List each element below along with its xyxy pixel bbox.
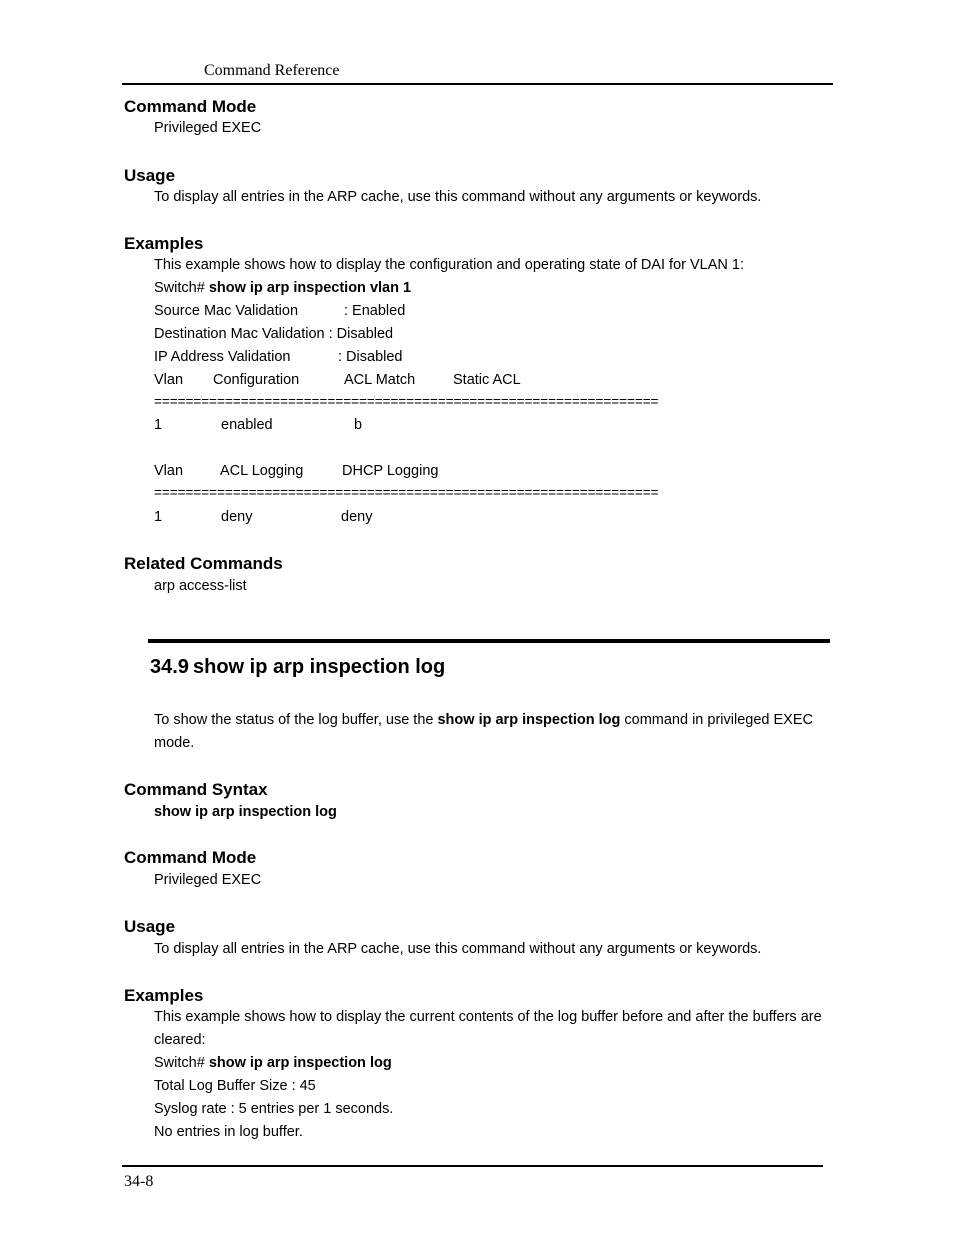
usage-heading: Usage xyxy=(124,166,176,185)
command-syntax-text: show ip arp inspection log xyxy=(154,804,337,820)
intro-post: command in privileged EXEC xyxy=(620,712,813,728)
header-rule xyxy=(122,83,833,85)
section-intro-line2: mode. xyxy=(154,735,195,751)
table2-header-vlan: Vlan xyxy=(154,463,184,479)
command-mode-text-2: Privileged EXEC xyxy=(154,872,262,888)
example-command-line-2 xyxy=(154,1055,392,1071)
table1-separator: ================================================================ xyxy=(154,394,659,409)
table1-cell-vlan: 1 xyxy=(154,417,163,433)
cli-prompt-2: Switch# xyxy=(154,1055,209,1071)
table2-cell-acl-logging: deny xyxy=(221,509,253,525)
output-dst-mac: Destination Mac Validation : Disabled xyxy=(154,326,394,342)
usage-text-2: To display all entries in the ARP cache, use this command without any arguments or keywords. xyxy=(154,941,762,957)
usage-text: To display all entries in the ARP cache, use this command without any arguments or keywords. xyxy=(154,189,762,205)
table2-header-acl-logging: ACL Logging xyxy=(220,463,304,479)
table2-cell-vlan: 1 xyxy=(154,509,163,525)
examples-heading-2: Examples xyxy=(124,986,204,1005)
output-syslog-rate: Syslog rate : 5 entries per 1 seconds. xyxy=(154,1101,394,1117)
table1-header-configuration: Configuration xyxy=(213,372,300,388)
output-log-buffer-size: Total Log Buffer Size : 45 xyxy=(154,1078,316,1094)
command-mode-text: Privileged EXEC xyxy=(154,120,262,136)
cli-command: show ip arp inspection vlan 1 xyxy=(208,280,412,296)
intro-command: show ip arp inspection log xyxy=(437,712,621,728)
table1-header-acl-match: ACL Match xyxy=(344,372,416,388)
command-syntax-heading: Command Syntax xyxy=(124,780,268,799)
example-command-line xyxy=(154,280,411,296)
related-commands-heading: Related Commands xyxy=(124,554,283,573)
related-command-link: arp access-list xyxy=(154,578,247,594)
examples-intro-2-line1: This example shows how to display the current contents of the log buffer before and after the buffers are xyxy=(154,1009,822,1025)
examples-intro-2-line2: cleared: xyxy=(154,1032,206,1048)
table1-cell-acl-match: b xyxy=(354,417,363,433)
section-title: show ip arp inspection log xyxy=(193,656,446,678)
output-ip-label: IP Address Validation xyxy=(154,349,291,365)
footer-rule xyxy=(122,1165,823,1167)
running-header-title: Command Reference xyxy=(204,62,340,79)
section-number: 34.9 xyxy=(150,656,189,678)
examples-intro: This example shows how to display the configuration and operating state of DAI for VLAN 1: xyxy=(154,257,744,273)
table2-cell-dhcp-logging: deny xyxy=(341,509,373,525)
table1-header-vlan: Vlan xyxy=(154,372,184,388)
cli-command-2: show ip arp inspection log xyxy=(208,1055,392,1071)
output-ip-value: : Disabled xyxy=(338,349,403,365)
command-mode-heading-2: Command Mode xyxy=(124,848,257,867)
command-mode-heading: Command Mode xyxy=(124,97,257,116)
examples-heading: Examples xyxy=(124,234,204,253)
page-number: 34-8 xyxy=(124,1173,154,1190)
table2-separator: ================================================================ xyxy=(154,485,659,500)
output-src-mac-label: Source Mac Validation xyxy=(154,303,299,319)
table1-header-static-acl: Static ACL xyxy=(453,372,521,388)
output-src-mac-value: : Enabled xyxy=(344,303,406,319)
section-rule xyxy=(148,639,830,643)
output-no-entries: No entries in log buffer. xyxy=(154,1124,303,1140)
cli-prompt: Switch# xyxy=(154,280,209,296)
table1-cell-configuration: enabled xyxy=(221,417,273,433)
table2-header-dhcp-logging: DHCP Logging xyxy=(342,463,439,479)
usage-heading-2: Usage xyxy=(124,917,176,936)
intro-pre: To show the status of the log buffer, use the xyxy=(154,712,438,728)
section-intro-line1 xyxy=(154,712,813,728)
